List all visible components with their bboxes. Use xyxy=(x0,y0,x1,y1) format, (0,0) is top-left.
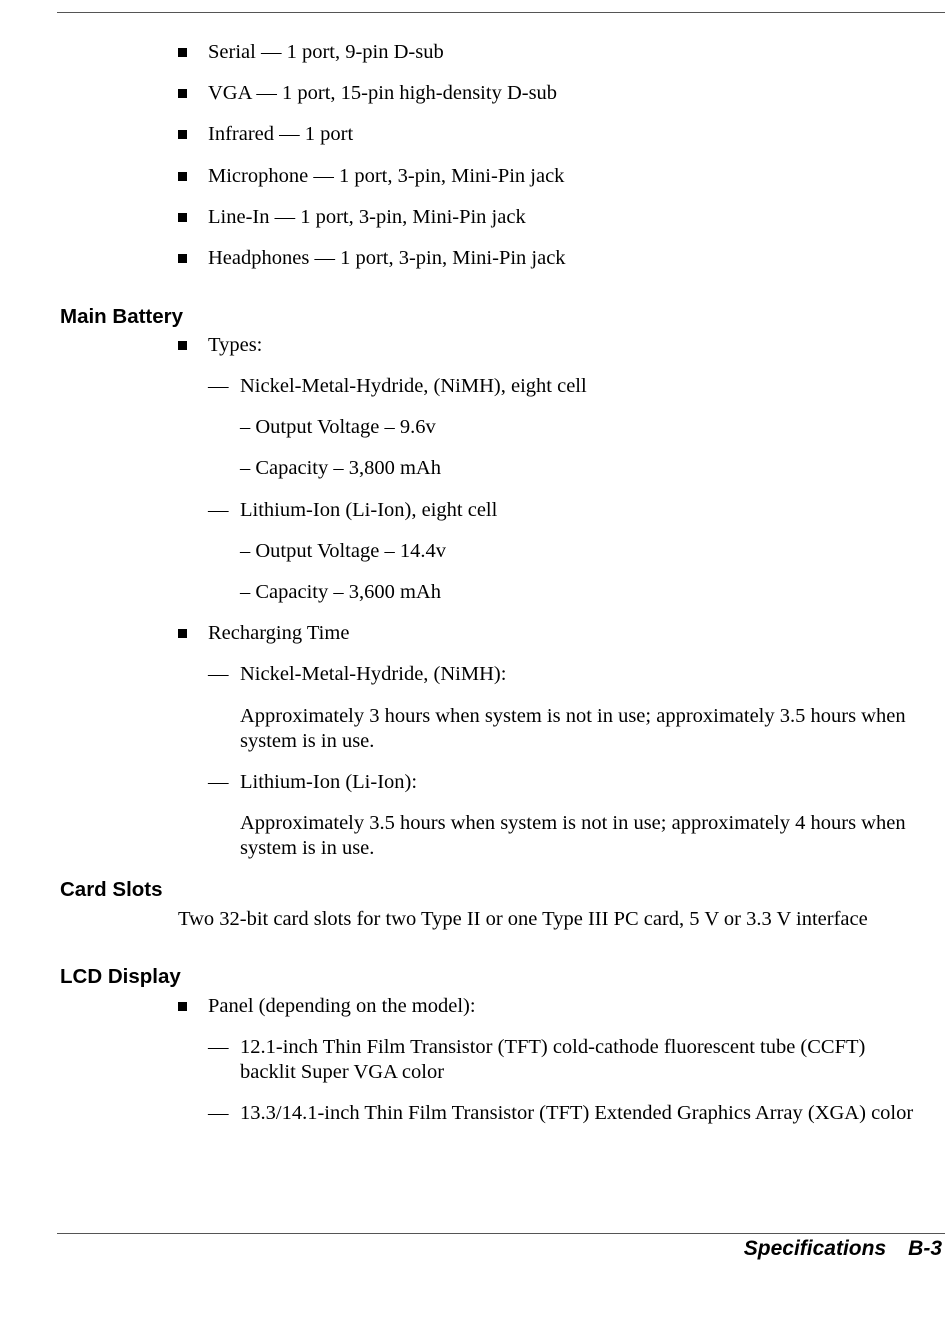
em-dash: — xyxy=(208,375,229,397)
card-slots-heading: Card Slots xyxy=(60,878,163,901)
port-microphone: Microphone — 1 port, 3-pin, Mini-Pin jack xyxy=(208,165,565,187)
liion-capacity: – Capacity – 3,600 mAh xyxy=(240,581,441,603)
top-rule xyxy=(57,12,945,13)
port-vga: VGA — 1 port, 15-pin high-density D-sub xyxy=(208,82,558,104)
bullet-icon xyxy=(178,48,187,57)
panel-label: Panel (depending on the model): xyxy=(208,995,476,1017)
bullet-icon xyxy=(178,341,187,350)
bullet-icon xyxy=(178,1002,187,1011)
bullet-icon xyxy=(178,89,187,98)
em-dash: — xyxy=(208,1036,229,1058)
nimh-output-voltage: – Output Voltage – 9.6v xyxy=(240,416,436,438)
recharge-liion-label: Lithium-Ion (Li-Ion): xyxy=(240,771,418,793)
bullet-icon xyxy=(178,172,187,181)
recharge-nimh-label: Nickel-Metal-Hydride, (NiMH): xyxy=(240,663,507,685)
em-dash: — xyxy=(208,499,229,521)
recharging-time-label: Recharging Time xyxy=(208,622,350,644)
battery-types-label: Types: xyxy=(208,334,263,356)
nimh-capacity: – Capacity – 3,800 mAh xyxy=(240,457,441,479)
port-headphones: Headphones — 1 port, 3-pin, Mini-Pin jack xyxy=(208,247,566,269)
battery-type-liion: Lithium-Ion (Li-Ion), eight cell xyxy=(240,499,498,521)
em-dash: — xyxy=(208,663,229,685)
panel-option-1: 12.1-inch Thin Film Transistor (TFT) cold-cathode fluorescent tube (CCFT) backlit Super VGA color xyxy=(240,1036,866,1083)
battery-type-nimh: Nickel-Metal-Hydride, (NiMH), eight cell xyxy=(240,375,587,397)
em-dash: — xyxy=(208,1102,229,1124)
footer-rule xyxy=(57,1233,945,1234)
recharge-liion-text: Approximately 3.5 hours when system is not in use; approximately 4 hours when system is in use. xyxy=(240,812,906,859)
panel-option-2: 13.3/14.1-inch Thin Film Transistor (TFT) Extended Graphics Array (XGA) color xyxy=(240,1102,914,1124)
em-dash: — xyxy=(208,771,229,793)
recharge-nimh-text: Approximately 3 hours when system is not in use; approximately 3.5 hours when system is in use. xyxy=(240,705,906,752)
lcd-display-heading: LCD Display xyxy=(60,965,181,988)
main-battery-heading: Main Battery xyxy=(60,305,184,328)
footer-section-title: Specifications xyxy=(743,1237,887,1260)
port-infrared: Infrared — 1 port xyxy=(208,123,354,145)
footer-page-number: B-3 xyxy=(908,1237,942,1260)
liion-output-voltage: – Output Voltage – 14.4v xyxy=(240,540,446,562)
card-slots-text: Two 32-bit card slots for two Type II or one Type III PC card, 5 V or 3.3 V interface xyxy=(178,908,868,930)
port-serial: Serial — 1 port, 9-pin D-sub xyxy=(208,41,444,63)
port-line-in: Line-In — 1 port, 3-pin, Mini-Pin jack xyxy=(208,206,526,228)
bullet-icon xyxy=(178,629,187,638)
page-footer xyxy=(744,1236,942,1262)
bullet-icon xyxy=(178,213,187,222)
bullet-icon xyxy=(178,254,187,263)
bullet-icon xyxy=(178,130,187,139)
